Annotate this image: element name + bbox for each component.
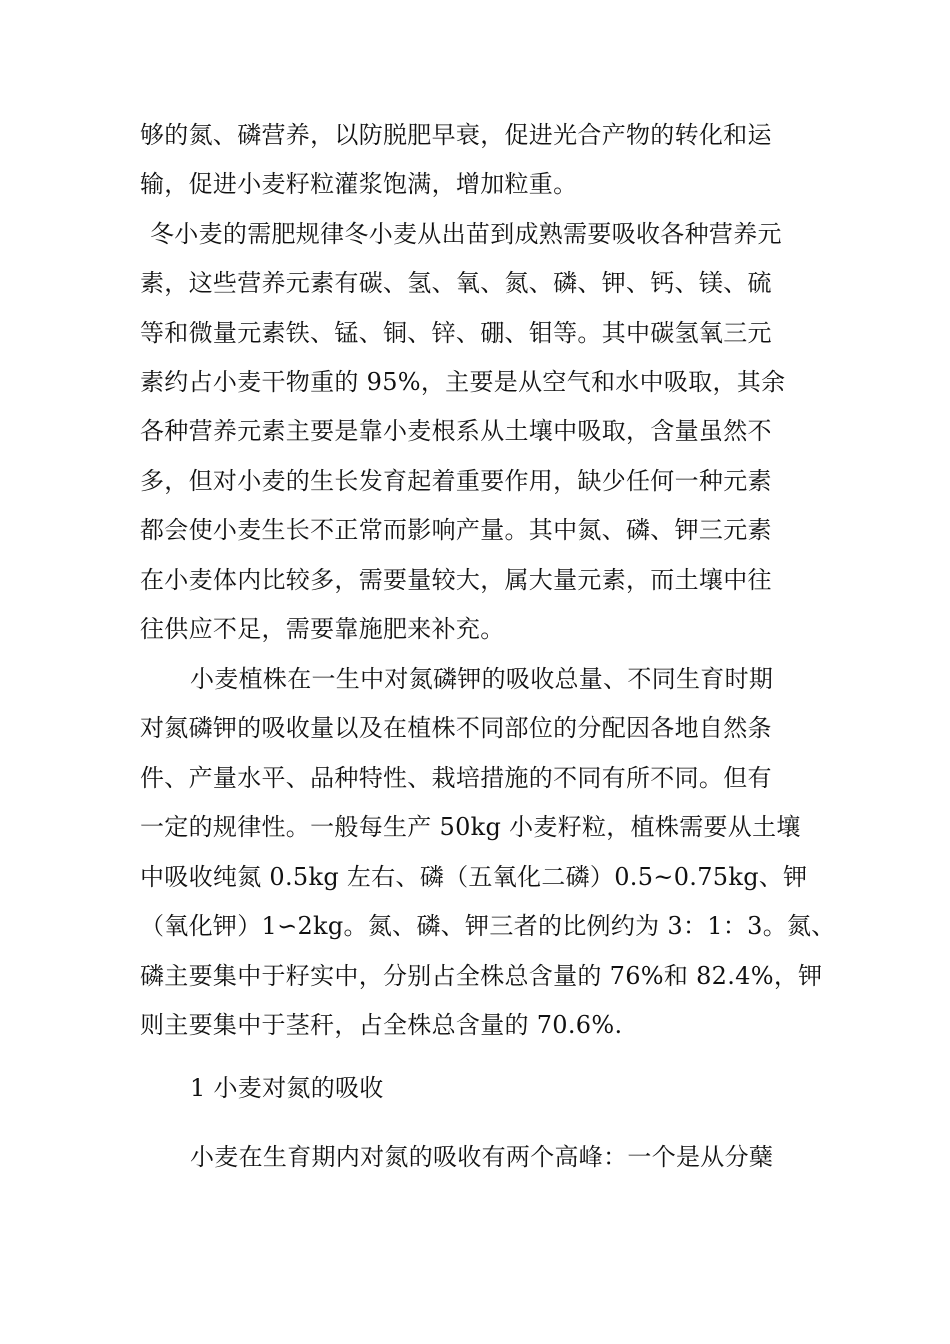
- text-line: 则主要集中于茎秆，占全株总含量的 70.6%.: [140, 1011, 623, 1039]
- text-line: 在小麦体内比较多，需要量较大，属大量元素，而土壤中往: [140, 566, 772, 594]
- text-line: （氧化钾）1∽2kg。氮、磷、钾三者的比例约为 3：1：3。氮、: [140, 912, 836, 940]
- text-line: 对氮磷钾的吸收量以及在植株不同部位的分配因各地自然条: [140, 714, 772, 742]
- text-line: 各种营养元素主要是靠小麦根系从土壤中吸取，含量虽然不: [140, 417, 772, 445]
- paragraph-first-line: 冬小麦的需肥规律冬小麦从出苗到成熟需要吸收各种营养元: [150, 220, 782, 248]
- text-line: 都会使小麦生长不正常而影响产量。其中氮、磷、钾三元素: [140, 516, 772, 544]
- text-line: 等和微量元素铁、锰、铜、锌、硼、钼等。其中碳氢氧三元: [140, 319, 772, 347]
- paragraph-first-line: 小麦植株在一生中对氮磷钾的吸收总量、不同生育时期: [190, 665, 774, 693]
- text-line: 素约占小麦干物重的 95%，主要是从空气和水中吸取，其余: [140, 368, 786, 396]
- text-line: 一定的规律性。一般每生产 50kg 小麦籽粒，植株需要从土壤: [140, 813, 801, 841]
- text-line: 往供应不足，需要靠施肥来补充。: [140, 615, 505, 643]
- text-line: 够的氮、磷营养，以防脱肥早衰，促进光合产物的转化和运: [140, 121, 772, 149]
- text-line: 素，这些营养元素有碳、氢、氧、氮、磷、钾、钙、镁、硫: [140, 269, 772, 297]
- paragraph-first-line: 小麦在生育期内对氮的吸收有两个高峰：一个是从分蘖: [190, 1143, 774, 1171]
- text-line: 中吸收纯氮 0.5kg 左右、磷（五氧化二磷）0.5~0.75kg、钾: [140, 863, 808, 891]
- text-line: 多，但对小麦的生长发育起着重要作用，缺少任何一种元素: [140, 467, 772, 495]
- section-heading: 1 小麦对氮的吸收: [190, 1074, 384, 1102]
- text-line: 磷主要集中于籽实中，分别占全株总含量的 76%和 82.4%，钾: [140, 962, 823, 990]
- text-line: 件、产量水平、品种特性、栽培措施的不同有所不同。但有: [140, 764, 772, 792]
- text-line: 输，促进小麦籽粒灌浆饱满，增加粒重。: [140, 170, 578, 198]
